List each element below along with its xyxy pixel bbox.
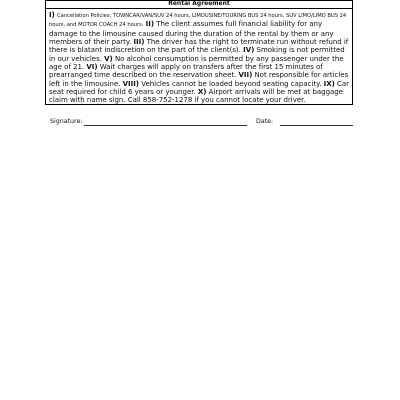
term-text: Smoking is not permitted in our vehicles. — [49, 46, 345, 63]
term-number: IX) — [323, 79, 335, 88]
term-text: The client assumes full financial liability for any damage to the limousine caused during the duration of the rental by them or any members of their party. — [49, 20, 334, 47]
term-number: X) — [197, 88, 207, 97]
term-number: VI) — [86, 63, 98, 72]
term-number: III) — [133, 38, 145, 47]
date-line[interactable] — [280, 125, 353, 126]
term-number: II) — [145, 20, 155, 29]
term-text: Car seat required for child 6 years or younger. — [49, 79, 349, 97]
term-text: No alcohol consumption is permitted by any passenger under the age of 21. — [49, 54, 344, 72]
term-text: Not responsible for articles left in the limousine. — [49, 71, 349, 88]
term-text: The driver has the right to terminate run without refund if there is blatant indiscretion on the part of the client(s). — [49, 38, 349, 55]
term-text: Wait charges will apply on transfers after the first 15 minutes of prearranged time described on the reservation sheet. — [49, 63, 323, 80]
term-number: VIII) — [122, 79, 139, 88]
term-number: V) — [104, 54, 113, 63]
term-text: Airport arrivals will be met at baggage claim with name sign. Call 858-752-1278 if you cannot locate your driver. — [49, 88, 343, 105]
term-number: I) — [49, 11, 55, 19]
agreement-header — [46, 1, 352, 9]
rental-agreement-box — [45, 0, 353, 105]
terms-paragraph — [49, 11, 351, 105]
term-text: Vehicles cannot be loaded beyond seating capacity. — [141, 79, 322, 88]
signature-label: Signature: — [50, 118, 83, 125]
term-number: IV) — [243, 46, 255, 55]
signature-line[interactable] — [84, 125, 247, 126]
agreement-title: Rental Agreement — [168, 0, 230, 7]
date-label: Date: — [256, 118, 274, 125]
term-number: VII) — [238, 71, 253, 80]
term-text: Cancellation Policies: TOWNCAR/VAN/SUV 24 hours, LIMOUSINE/TOURING BUS 24 hours, SUV LIMO/LIMO BUS 24 hours, and MOTOR COACH 24 hours. — [49, 13, 347, 29]
